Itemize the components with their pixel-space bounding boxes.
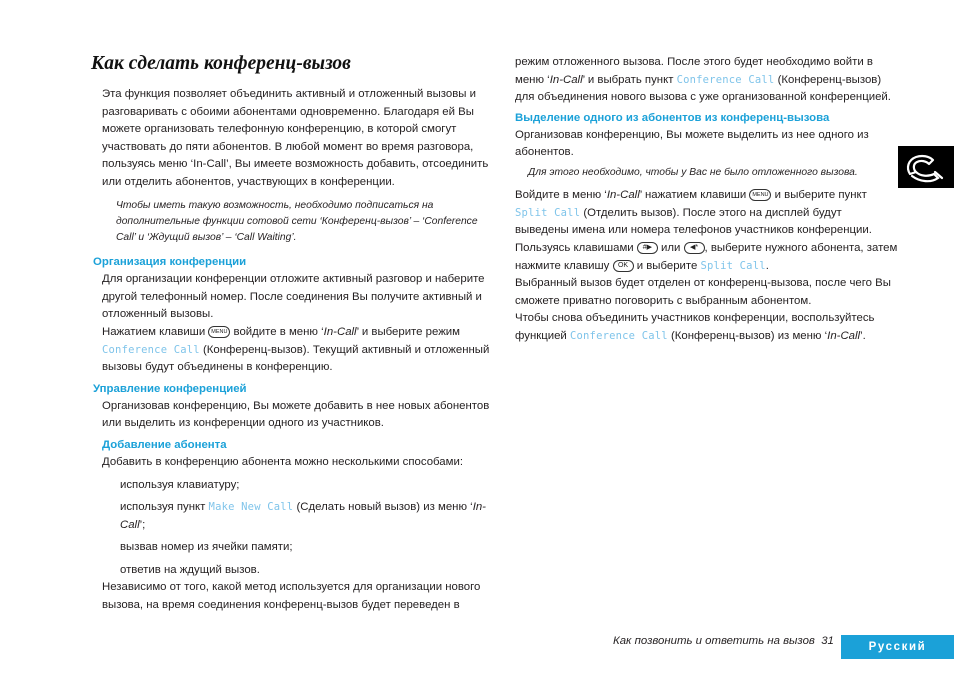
intro-paragraph: Эта функция позволяет объединить активный и отложенный вызовы и разговаривать с обоими абонентами одновременно. Благодаря ей Вы можете организовать телефонную конференцию, в которой смогут участвовать до пяти абонентов. В любой момент во время разговора, пользуясь меню ‘In-Call’, Вы имеете возможность добавить, отсоединить или отделить абонентов, участвующих в конференции.	[102, 88, 489, 188]
hash-key-icon: #▶	[637, 242, 658, 254]
ending-paragraph: Независимо от того, какой метод используется для организации нового вызова, на время соединения конференц-вызов будет переведен в	[102, 581, 481, 612]
footer-section-title: Как позвонить и ответить на вызов 31	[613, 635, 834, 647]
rejoin-paragraph: Чтобы снова объединить участников конференции, воспользуйтесь функцией Conference Call (Конференц-вызов) из меню ‘In-Call’.	[515, 312, 875, 342]
menu-key-icon: MENU	[208, 326, 230, 338]
continued-paragraph: режим отложенного вызова. После этого будет необходимо войти в меню ‘In-Call’ и выбрать пункт Conference Call (Конференц-вызов) для объединения нового вызова с уже организованной конференцией.	[515, 56, 891, 104]
add-option-keypad: используя клавиатуру;	[120, 478, 240, 491]
lcd-split-call: Split Call	[515, 206, 581, 219]
add-option-memory: вызвав номер из ячейки памяти;	[120, 541, 293, 554]
organize-instruction: Нажатием клавиши MENU войдите в меню ‘In-Call’ и выберите режим Conference Call (Конференц-вызов). Текущий активный и отложенный вызовы будут объединены в конференцию.	[102, 325, 490, 374]
page-title: Как сделать конференц-вызов	[91, 53, 351, 74]
lcd-split-call-2: Split Call	[700, 259, 766, 272]
right-column	[515, 54, 898, 346]
lcd-make-new-call: Make New Call	[208, 501, 294, 514]
page-number: 31	[821, 635, 834, 647]
split-instruction: Войдите в меню ‘In-Call’ нажатием клавиши MENU и выберите пункт Split Call (Отделить вызов). После этого на дисплей будут выведены имена или номера телефонов участников конференции. Пользуясь клавишами #▶ или ◀* , выберите нужного абонента, затем нажмите клавишу OK и выберите Split Call.	[515, 189, 898, 272]
lcd-conference-call-2: Conference Call	[676, 73, 775, 86]
heading-split: Выделение одного из абонентов из конференц-вызова	[515, 111, 830, 124]
split-paragraph: Организовав конференцию, Вы можете выделить из нее одного из абонентов.	[515, 128, 869, 159]
add-paragraph: Добавить в конференцию абонента можно несколькими способами:	[102, 455, 463, 468]
lcd-conference-call: Conference Call	[102, 343, 200, 356]
add-option-waiting: ответив на ждущий вызов.	[120, 563, 260, 576]
left-column	[93, 86, 490, 615]
phone-handset-icon	[898, 146, 954, 188]
ok-key-icon: OK	[613, 260, 634, 272]
star-key-icon: ◀*	[684, 242, 705, 254]
menu-key-icon: MENU	[749, 189, 771, 201]
heading-manage: Управление конференцией	[93, 382, 247, 395]
heading-organize: Организация конференции	[93, 256, 247, 269]
add-option-menu: используя пункт Make New Call (Сделать новый вызов) из меню ‘In-Call’;	[120, 501, 486, 531]
organize-paragraph: Для организации конференции отложите активный разговор и наберите другой телефонный номер. После соединения Вы получите активный и отложенный вызовы.	[102, 273, 485, 321]
split-note: Для этого необходимо, чтобы у Вас не было отложенного вызова.	[528, 166, 858, 178]
heading-add: Добавление абонента	[102, 438, 227, 451]
manage-paragraph: Организовав конференцию, Вы можете добавить в нее новых абонентов или выделить из конференции одного из участников.	[102, 399, 490, 430]
lcd-conference-call-3: Conference Call	[569, 329, 668, 342]
subscription-note: Чтобы иметь такую возможность, необходимо подписаться на дополнительные функции сотовой сети ‘Конференц-вызов’ – ‘Conference Call’ и ‘Ждущий вызов’ – ‘Call Waiting’.	[116, 199, 478, 243]
selected-call-paragraph: Выбранный вызов будет отделен от конференц-вызова, после чего Вы сможете приватно поговорить с выбранным абонентом.	[515, 277, 891, 307]
language-tab: Русский	[841, 635, 954, 659]
